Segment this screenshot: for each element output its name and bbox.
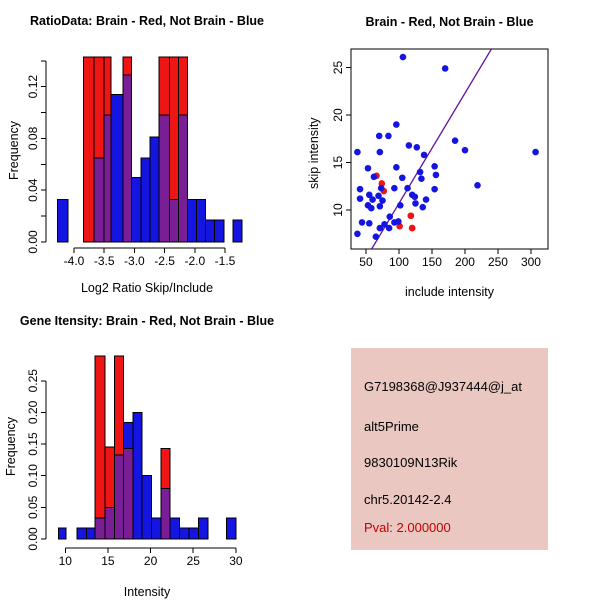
x-tick-label: 20 [143, 554, 158, 568]
x-tick-label: -4.0 [63, 254, 85, 268]
scatter-point-blue [366, 220, 373, 227]
hist-bar-segment-red [123, 57, 131, 75]
hist-bar-segment-red [105, 447, 114, 507]
hist-bar-segment-blue [77, 528, 86, 539]
hist-bar-segment-red [169, 57, 178, 199]
scatter-point-blue [377, 203, 384, 210]
scatter-point-blue [377, 149, 384, 156]
hist-bar-segment-blue [58, 528, 66, 539]
ratio_hist-plot [26, 57, 242, 268]
x-tick-label: 30 [229, 554, 243, 568]
x-tick-label: -3.0 [124, 254, 145, 268]
hist-bar-segment-blue [180, 528, 189, 539]
x-tick-label: 15 [101, 554, 115, 568]
location-text: chr5.20142-2.4 [364, 492, 452, 507]
hist-bar-segment-blue [206, 220, 215, 242]
x-tick-label: 25 [186, 554, 200, 568]
scatter-point-blue [386, 213, 393, 220]
hist-bar-segment-red [84, 57, 94, 242]
x-tick-label: -2.0 [184, 254, 206, 268]
y-tick-label: 25 [331, 60, 345, 75]
hist-bar-segment-blue [188, 199, 197, 242]
scatter-title: Brain - Red, Not Brain - Blue [365, 15, 534, 29]
hist-bar-segment-blue [87, 528, 96, 539]
scatter-point-blue [354, 230, 361, 237]
y-tick-label: 10 [331, 203, 345, 217]
scatter-point-blue [419, 204, 426, 211]
scatter-point-blue [397, 202, 404, 209]
hist-bar-segment-blue [142, 476, 151, 539]
x-tick-label: 10 [58, 554, 72, 568]
gene-symbol-text: 9830109N13Rik [364, 455, 458, 470]
hist-bar-segment-red [104, 57, 111, 115]
scatter-point-blue [406, 142, 413, 149]
hist-bar-segment-blue [58, 199, 68, 242]
hist-bar-segment-red [179, 57, 188, 115]
hist-bar-segment-blue [111, 94, 123, 242]
x-tick-label: 250 [487, 255, 508, 269]
scatter-point-blue [379, 197, 386, 204]
y-tick-label: 20 [331, 108, 345, 122]
scatter-point-blue [417, 169, 424, 176]
scatter-point-blue [386, 225, 393, 232]
scatter-point-blue [431, 163, 438, 170]
scatter-point-blue [365, 165, 372, 172]
hist-bar-segment-purple [104, 115, 111, 242]
y-tick-label: 0.08 [26, 126, 40, 151]
hist-bar-segment-blue [198, 518, 207, 539]
hist-bar-segment-purple [179, 115, 188, 242]
scatter-point-blue [359, 219, 366, 226]
hist-bar-segment-blue [233, 220, 242, 242]
hist-bar-segment-purple [161, 488, 170, 539]
scatter-point-blue [418, 175, 425, 182]
hist-bar-segment-blue [197, 199, 206, 242]
hist-bar-segment-blue [131, 177, 141, 242]
ratio-hist-ylabel: Frequency [7, 120, 21, 180]
hist-bar-segment-purple [114, 455, 123, 539]
hist-bar-segment-red [114, 356, 123, 455]
scatter-point-blue [369, 196, 376, 203]
hist-bar-segment-purple [169, 199, 178, 242]
hist-bar-segment-red [159, 57, 169, 115]
scatter-point-blue [423, 196, 430, 203]
splice-type-text: alt5Prime [364, 419, 419, 434]
hist-bar-segment-blue [170, 518, 179, 539]
scatter-point-blue [421, 152, 428, 159]
hist-bar-segment-purple [159, 115, 169, 242]
hist-bar-segment-blue [215, 220, 224, 242]
scatter-point-blue [357, 195, 364, 202]
scatter-point-red [408, 212, 415, 219]
hist-bar-segment-purple [95, 518, 105, 539]
scatter-point-blue [373, 233, 380, 240]
scatter-point-blue [404, 185, 411, 192]
x-tick-label: -3.5 [93, 254, 115, 268]
x-tick-label: -1.5 [214, 254, 236, 268]
gene-hist-title: Gene Itensity: Brain - Red, Not Brain - Blue [19, 314, 275, 328]
scatter-point-blue [399, 174, 406, 181]
y-tick-label: 0.05 [26, 495, 40, 520]
scatter-point-blue [532, 149, 539, 156]
y-tick-label: 0.25 [26, 369, 40, 393]
scatter-point-blue [378, 185, 385, 192]
y-tick-label: 0.10 [26, 464, 40, 488]
scatter-point-blue [452, 137, 459, 144]
hist-bar-segment-blue [189, 528, 198, 539]
hist-bar-segment-purple [123, 75, 131, 242]
hist-bar-segment-red [94, 57, 104, 158]
scatter-xlabel: include intensity [405, 285, 494, 299]
gene-info-panel [351, 348, 548, 550]
x-tick-label: 150 [421, 255, 442, 269]
scatter-point-blue [393, 121, 400, 128]
pval-text: Pval: 2.000000 [364, 520, 451, 535]
ratio-hist-title: RatioData: Brain - Red, Not Brain - Blue [29, 14, 265, 28]
ratio-hist-xlabel: Log2 Ratio Skip/Include [80, 281, 214, 295]
y-tick-label: 0.00 [26, 230, 40, 254]
scatter-point-blue [371, 173, 378, 180]
x-tick-label: -2.5 [154, 254, 175, 268]
y-tick-label: 0.12 [26, 74, 40, 99]
hist-bar-segment-red [161, 448, 170, 488]
x-tick-label: 100 [388, 255, 409, 269]
scatter-point-red [409, 225, 416, 232]
scatter-point-blue [395, 218, 402, 225]
hist-bar-segment-blue [124, 423, 133, 449]
x-tick-label: 50 [359, 255, 373, 269]
scatter-point-blue [474, 182, 481, 189]
hist-bar-segment-blue [150, 137, 159, 242]
scatter-point-blue [412, 200, 419, 207]
probe-id-text: G7198368@J937444@j_at [364, 379, 522, 394]
x-tick-label: 200 [454, 255, 475, 269]
gene_hist-plot [26, 356, 243, 568]
scatter-point-blue [368, 205, 375, 212]
hist-bar-segment-blue [151, 518, 160, 539]
scatter-point-blue [357, 186, 364, 193]
gene-hist-xlabel: Intensity [123, 585, 171, 599]
scatter-point-blue [385, 133, 392, 140]
scatter-point-blue [431, 186, 438, 193]
scatter-plot [331, 49, 548, 269]
hist-bar-segment-blue [133, 412, 142, 539]
scatter-point-blue [400, 54, 407, 61]
scatter-point-blue [433, 172, 440, 179]
hist-bar-segment-red [95, 356, 105, 518]
scatter-ylabel: skip intensity [307, 117, 321, 189]
scatter-point-blue [442, 65, 449, 72]
x-tick-label: 300 [520, 255, 541, 269]
scatter-point-blue [376, 133, 383, 140]
scatter-point-blue [462, 147, 469, 154]
hist-bar-segment-blue [141, 158, 150, 242]
gene-hist-ylabel: Frequency [4, 416, 18, 476]
scatter-point-blue [413, 144, 420, 151]
y-tick-label: 15 [331, 155, 345, 170]
hist-bar-segment-purple [124, 448, 133, 539]
scatter-point-blue [354, 149, 361, 156]
y-tick-label: 0.15 [26, 432, 40, 456]
y-tick-label: 0.00 [26, 527, 40, 551]
hist-bar-segment-purple [105, 507, 114, 539]
y-tick-label: 0.04 [26, 178, 40, 202]
scatter-point-blue [412, 193, 419, 200]
scatter-point-blue [393, 164, 400, 171]
y-tick-label: 0.20 [26, 400, 40, 425]
scatter-point-blue [391, 185, 398, 192]
hist-bar-segment-purple [94, 158, 104, 242]
hist-bar-segment-blue [227, 518, 236, 539]
